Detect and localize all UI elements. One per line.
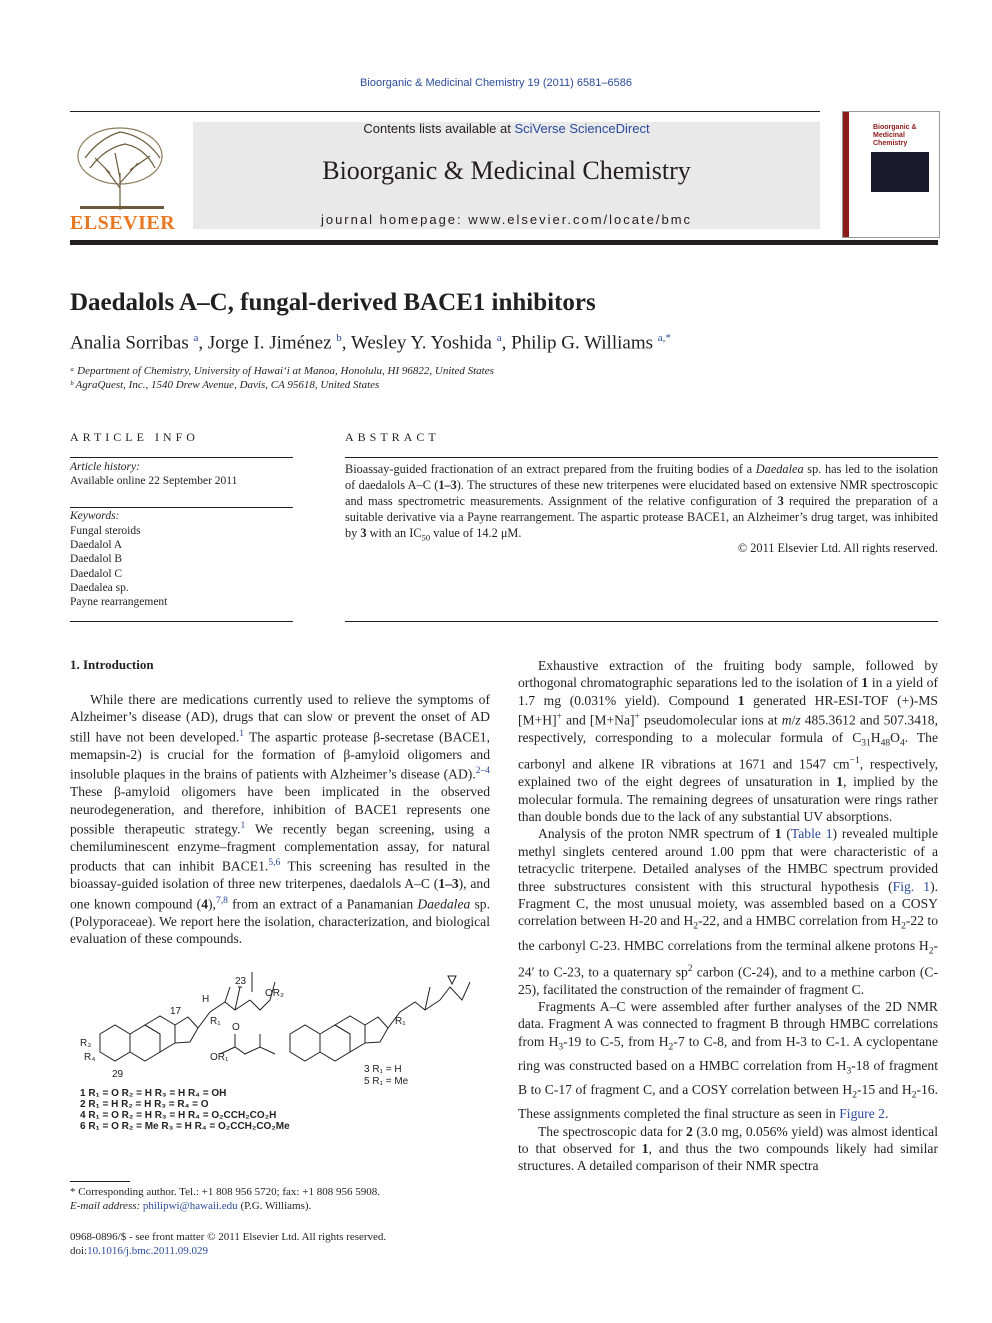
- divider: [70, 507, 293, 508]
- author-name[interactable]: Wesley Y. Yoshida: [350, 332, 492, 354]
- article-info-heading: ARTICLE INFO: [70, 430, 199, 444]
- journal-cover-thumbnail[interactable]: [842, 111, 940, 238]
- issn-line: 0968-0896/$ - see front matter © 2011 Elsevier Ltd. All rights reserved.: [70, 1231, 387, 1243]
- keyword: Daedalol B: [70, 553, 123, 566]
- sciencedirect-link[interactable]: SciVerse ScienceDirect: [514, 121, 650, 136]
- ring-b: [130, 1025, 160, 1061]
- right-column-text: [518, 657, 938, 1175]
- body-paragraph: Exhaustive extraction of the fruiting body sample, followed by orthogonal chromatographic separations led to the isolation of 1 in a yield of 1.7 mg (0.031% yield). Compound 1 generated HR-ESI-TOF (+)-MS [M+H]+ and [M+Na]+ pseudomolecular ions at m/z 485.3612 and 507.3418, respectively, corresponding to a molecular formula of $C_{31}H_{48}O_4$. The carbonyl and alkene IR vibrations at 1671 and 1547 $cm^{-1}$, respectively, explained two of the eight degrees of unsaturation in 1, implied by the molecular formula. The remaining degrees of unsaturation were rings rather than double bonds due to the lack of any substantial UV absorptions.: [518, 658, 939, 825]
- fig-label: R₁: [395, 1016, 406, 1027]
- fig-label: 17: [170, 1006, 182, 1017]
- abstract-text: Bioassay-guided fractionation of an extract prepared from the fruiting bodies of a Daedalea sp. has led to the isolation of daedalols A–C (1–3). The structures of these new triterpenes were elucidated based on extensive NMR spectroscopic and mass spectrometric measurements. Assignment of the relative configuration of 3 required the preparation of a suitable derivative via a Payne rearrangement. The aspartic protease BACE1, an Alzheimer’s drug target, was inhibited by 3 with an $IC_{50}$ value of 14.2 μM.: [345, 462, 939, 543]
- ring-b2: [320, 1025, 350, 1061]
- history-value: Available online 22 September 2011: [70, 475, 238, 487]
- footnote-rule: [70, 1181, 130, 1182]
- ring-c: [145, 1016, 175, 1052]
- journal-title: Bioorganic & Medicinal Chemistry: [322, 156, 691, 185]
- article-title: Daedalols A–C, fungal-derived BACE1 inhibitors: [70, 289, 596, 316]
- intro-paragraph: While there are medications currently used to relieve the symptoms of Alzheimer’s disease (AD), drugs that can slow or prevent the onset of AD still have not been developed.$^1$ The aspartic protease β-secretase (BACE1, memapsin-2) is crucial for the formation of β-amyloid oligomers and insoluble plaques in the brains of patients with Alzheimer’s disease (AD).$^{2-4}$ These β-amyloid oligomers have been implicated in the observed neurodegeneration, and therefore, inhibition of BACE1 represents one possible therapeutic strategy.$^1$ We recently began screening, using a chemiluminescent enzyme–fragment complementation assay, for natural products that can inhibit BACE1.$^{5,6}$ This screening has resulted in the bioassay-guided isolation of three new triterpenes, daedalols A–C (1–3), and one known compound (4),$^{7,8}$ from an extract of a Panamanian Daedalea sp. (Polyporaceae). We report here the isolation, characterization, and biological evaluation of these compounds.: [70, 692, 491, 946]
- corresponding-author-note: * Corresponding author. Tel.: +1 808 956 5720; fax: +1 808 956 5908.: [70, 1186, 380, 1198]
- publisher-logo-text: ELSEVIER: [70, 212, 176, 234]
- fig-legend-row: 4 R₁ = O R₂ = H R₃ = H R₄ = O₂CCH₂CO₂H: [80, 1110, 277, 1121]
- header-rule: [70, 111, 820, 112]
- ring-c2: [335, 1016, 365, 1052]
- divider: [70, 457, 293, 458]
- fig-label: 23: [235, 976, 247, 987]
- journal-citation[interactable]: Bioorganic & Medicinal Chemistry 19 (2011) 6581–6586: [360, 77, 632, 89]
- keyword: Fungal steroids: [70, 525, 141, 537]
- fig-legend-row: 2 R₁ = H R₂ = H R₃ = R₄ = O: [80, 1099, 209, 1110]
- ring-a: [100, 1025, 130, 1061]
- doi-link[interactable]: 10.1016/j.bmc.2011.09.029: [87, 1245, 209, 1257]
- fig-label: R₃: [80, 1038, 92, 1049]
- author-name[interactable]: Philip G. Williams: [511, 332, 654, 354]
- cover-spine: [843, 112, 849, 237]
- divider: [70, 621, 293, 622]
- journal-homepage[interactable]: journal homepage: www.elsevier.com/locate/bmc: [320, 212, 693, 227]
- fig-label: 5 R₁ = Me: [364, 1076, 409, 1087]
- divider: [345, 621, 938, 622]
- fig-label: 3 R₁ = H: [364, 1064, 402, 1075]
- keywords-label: Keywords:: [70, 510, 120, 522]
- ring-d: [175, 1017, 198, 1043]
- keyword: Daedalol A: [70, 539, 123, 552]
- ring-a2: [290, 1025, 320, 1061]
- fig-legend-row: 1 R₁ = O R₂ = H R₃ = H R₄ = OH: [80, 1088, 227, 1099]
- cover-image: [871, 152, 929, 192]
- ring-d2: [365, 1017, 388, 1043]
- contents-line: Contents lists available at SciVerse ScienceDirect: [363, 121, 650, 136]
- history-label: Article history:: [70, 461, 140, 473]
- divider: [345, 457, 938, 458]
- author-name[interactable]: Jorge I. Jiménez: [207, 332, 332, 354]
- author-name[interactable]: Analia Sorribas: [70, 332, 189, 354]
- fig-label: H: [202, 994, 210, 1005]
- body-paragraph: Analysis of the proton NMR spectrum of 1 (Table 1) revealed multiple methyl singlets centered around 1.00 ppm that were characteristic of a tetracyclic triterpene. Detailed analyses of the HMBC spectrum provided three substructures consistent with this structural hypothesis (Fig. 1). Fragment C, the most unusual moiety, was assembled based on a COSY correlation between H-20 and $H_2-22$, and a HMBC correlation from $H_2-22$ to the carbonyl C-23. HMBC correlations from the terminal alkene protons $H_2-24'$ to C-23, to a quaternary $sp^2$ carbon (C-24), and to a methine carbon (C-25), facilitated the construction of the remainder of fragment C.: [518, 826, 938, 997]
- body-paragraph: The spectroscopic data for 2 (3.0 mg, 0.056% yield) was almost identical to that observed for 1, and thus the two compounds likely had similar structures. A detailed comparison of their NMR spectra: [518, 1123, 938, 1174]
- author-list: Analia Sorribas $^a$, Jorge I. Jiménez $^b$, Wesley Y. Yoshida $^a$, Philip G. Williams $^{a,*}$: [70, 332, 671, 354]
- keyword: Daedalol C: [70, 567, 123, 580]
- header-thick-rule: [70, 240, 938, 245]
- affiliation-b: ᵇ AgraQuest, Inc., 1540 Drew Avenue, Davis, CA 95618, United States: [70, 379, 380, 391]
- fig-label: O: [232, 1022, 240, 1033]
- fig-label: OR₂: [265, 988, 284, 999]
- fig-label: 29: [112, 1069, 124, 1080]
- abstract-copyright: © 2011 Elsevier Ltd. All rights reserved.: [737, 541, 938, 555]
- fig-label: OR₁: [210, 1052, 229, 1063]
- keyword-list: [70, 524, 167, 609]
- affiliation-a: ᵃ Department of Chemistry, University of Hawaiʻi at Manoa, Honolulu, HI 96822, United States: [70, 365, 494, 377]
- section-heading-introduction: 1. Introduction: [70, 657, 154, 672]
- chemical-structures-figure: [70, 962, 490, 1142]
- keyword: Daedalea sp.: [70, 581, 129, 594]
- cover-title: Bioorganic & Medicinal Chemistry: [873, 124, 917, 147]
- fig-legend-row: 6 R₁ = O R₂ = Me R₃ = H R₄ = O₂CCH₂CO₂Me: [80, 1121, 290, 1132]
- email-note: E-mail address: philipwi@hawaii.edu (P.G. Williams).: [70, 1200, 312, 1212]
- body-paragraph: Fragments A–C were assembled after further analyses of the 2D NMR data. Fragment A was connected to fragment B through HMBC correlations from $H_3-19$ to C-5, from $H_2-7$ to C-8, and from H-3 to C-1. A cyclopentane ring was constructed based on a HMBC correlation from $H_3-18$ of fragment B to C-17 of fragment C, and a COSY correlation between $H_2-15$ and $H_2-16$. These assignments completed the final structure as seen in Figure 2.: [518, 999, 938, 1122]
- doi-line: doi:10.1016/j.bmc.2011.09.029: [70, 1245, 209, 1257]
- fig-label: R₄: [84, 1052, 96, 1063]
- keyword: Payne rearrangement: [70, 596, 168, 609]
- abstract-heading: ABSTRACT: [345, 430, 440, 444]
- email-link[interactable]: philipwi@hawaii.edu: [142, 1200, 238, 1212]
- fig-label: R₁: [210, 1016, 221, 1027]
